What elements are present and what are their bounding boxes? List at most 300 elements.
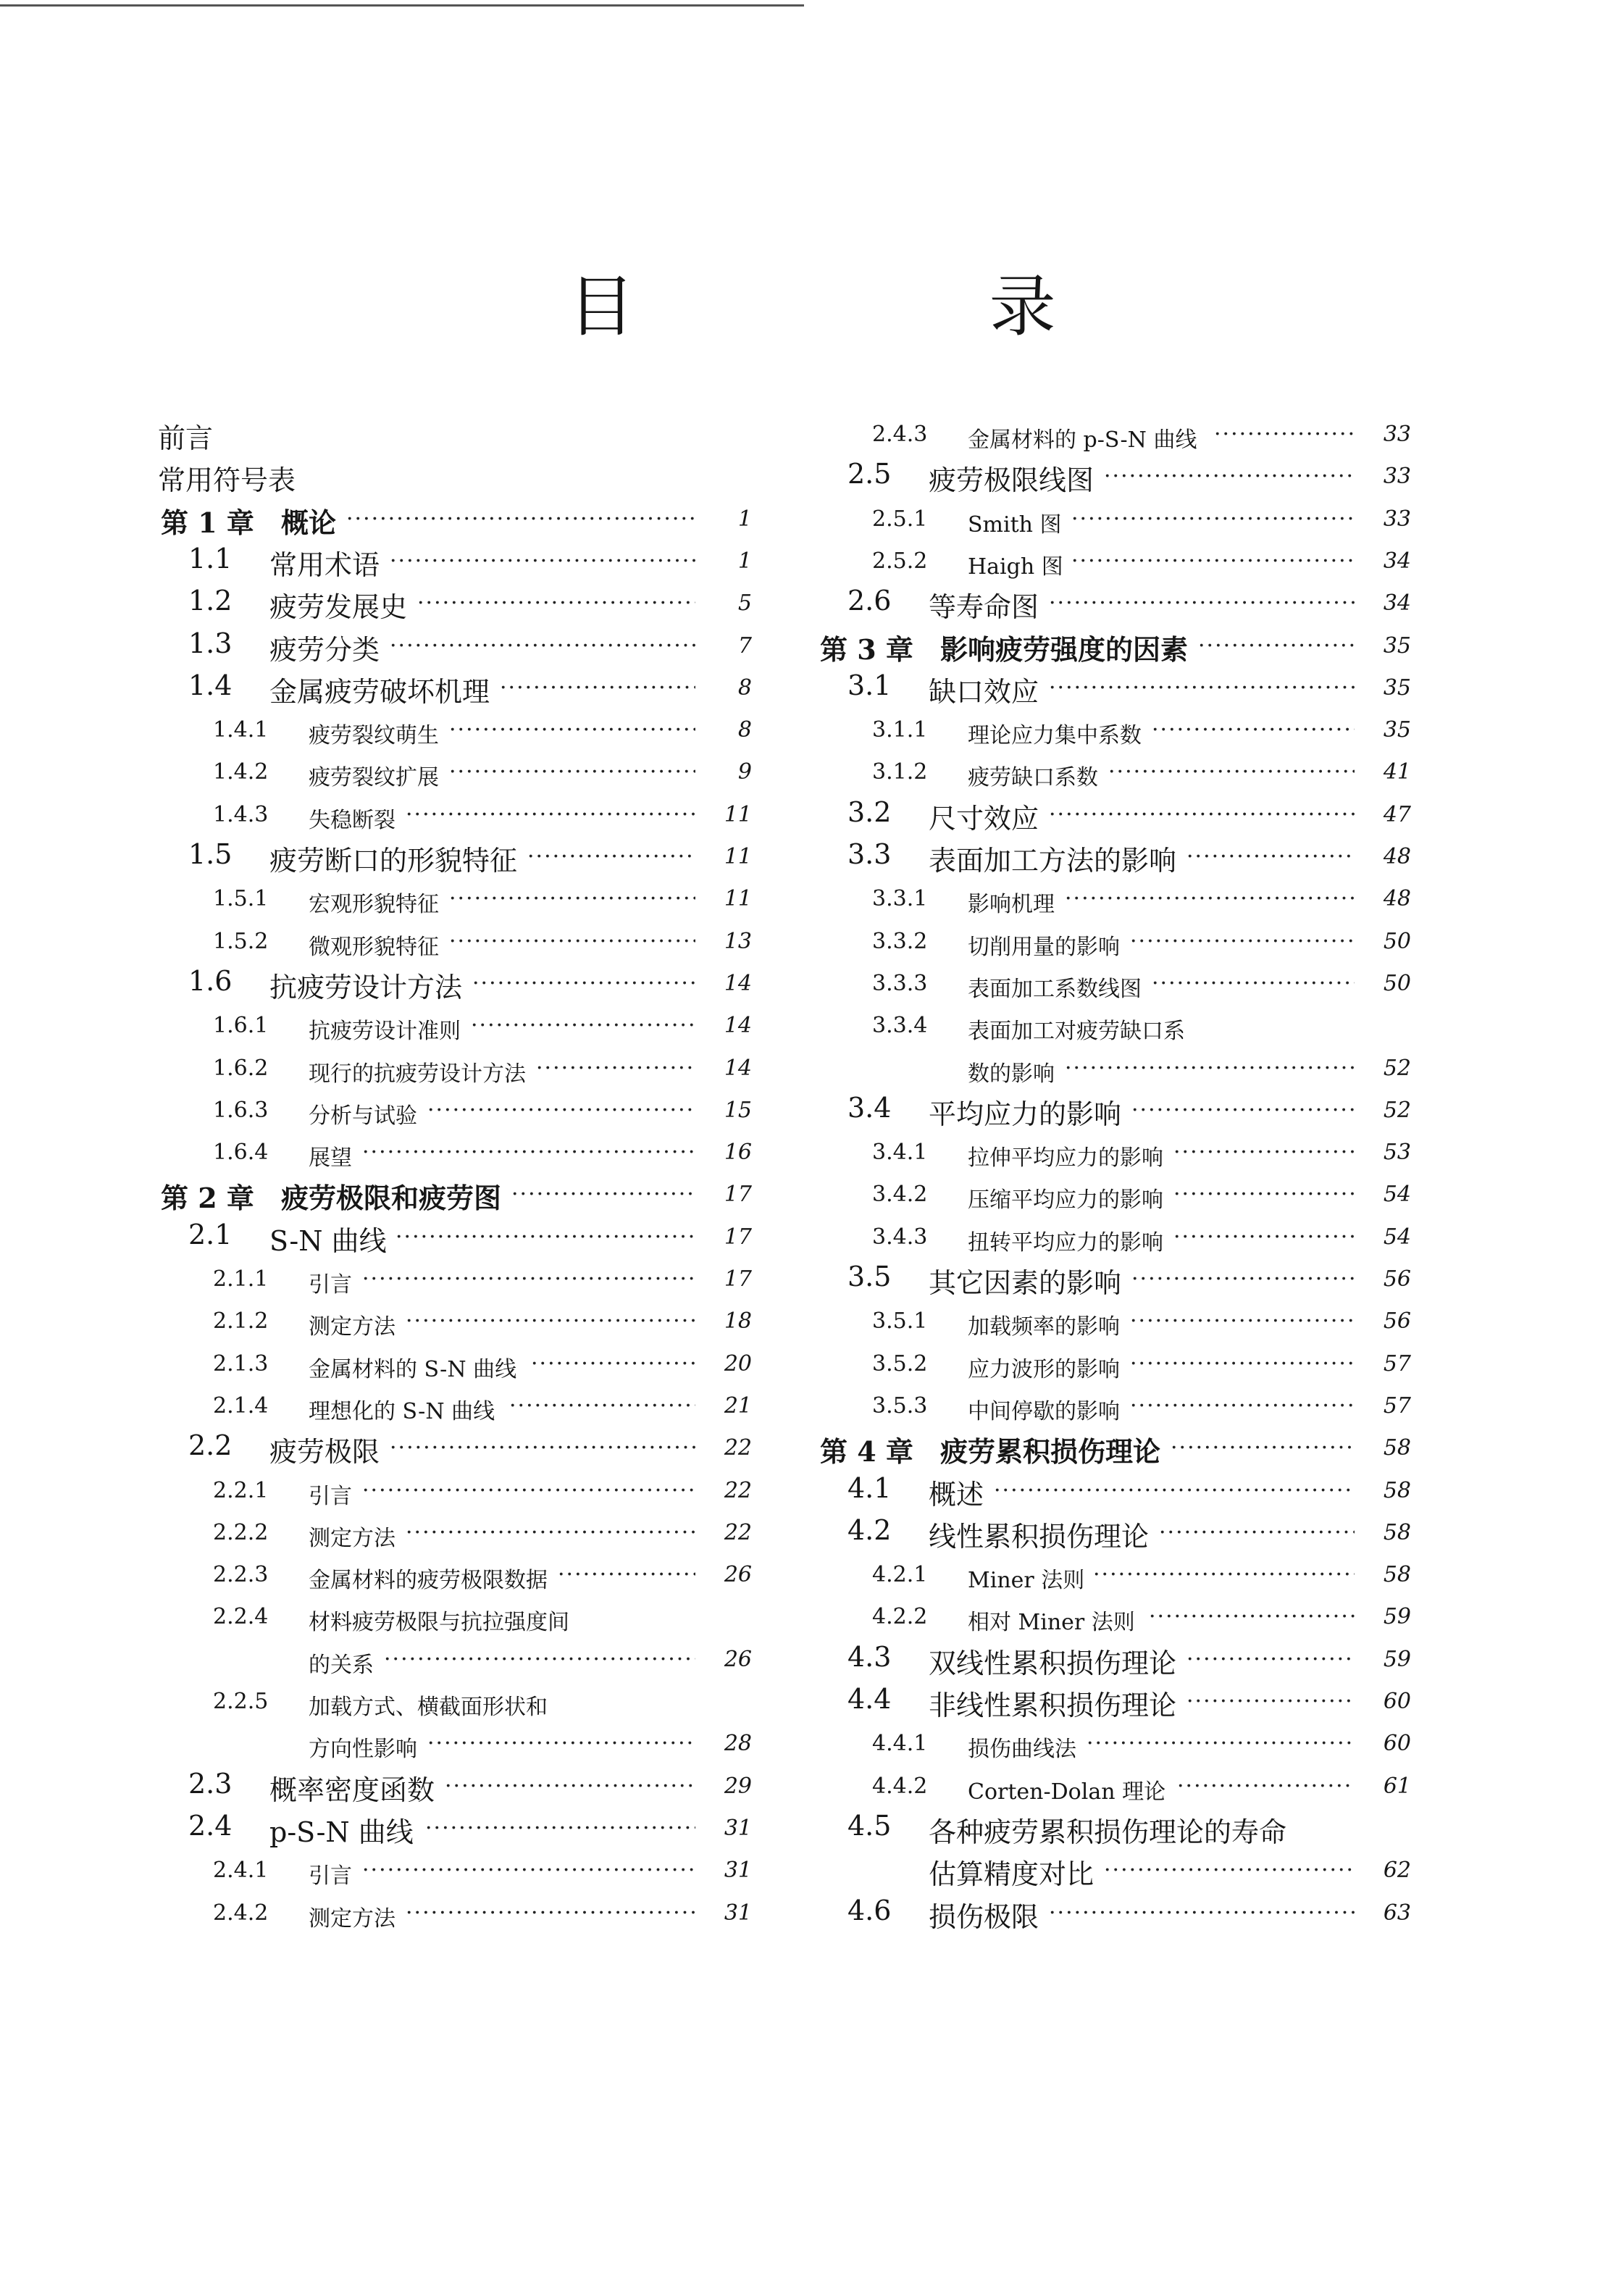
toc-entry-number: 3.1.1 — [872, 717, 928, 743]
toc-entry-title: 现行的抗疲劳设计方法 — [309, 1061, 526, 1087]
toc-page-number: 52 — [1383, 1098, 1411, 1123]
page-title: 目 录 — [568, 268, 1223, 346]
toc-entry[interactable] — [158, 1006, 752, 1048]
toc-entry-title: 的关系 — [309, 1653, 374, 1678]
toc-entry-number: 4.2.2 — [872, 1604, 928, 1629]
toc-entry[interactable] — [817, 1386, 1411, 1428]
toc-entry-number: 3.3 — [847, 838, 892, 870]
toc-entry[interactable] — [817, 626, 1411, 668]
toc-entry-title: 引言 — [309, 1484, 352, 1509]
toc-leader-dots — [1177, 1774, 1355, 1799]
toc-entry-title: 展望 — [309, 1145, 352, 1171]
toc-entry[interactable] — [817, 499, 1411, 541]
toc-entry-number: 2.1 — [188, 1219, 233, 1250]
toc-entry-title: 影响机理 — [968, 892, 1055, 917]
toc-page-number: 34 — [1383, 548, 1411, 574]
toc-entry[interactable] — [817, 541, 1411, 583]
toc-entry[interactable] — [158, 499, 752, 541]
toc-page-number: 14 — [724, 971, 752, 996]
toc-leader-dots — [1130, 929, 1355, 954]
toc-leader-dots — [427, 1731, 695, 1756]
toc-entry[interactable] — [817, 1513, 1411, 1555]
toc-entry[interactable] — [817, 1132, 1411, 1174]
toc-entry-number: 1.4.2 — [213, 759, 269, 785]
toc-leader-dots — [1173, 1140, 1355, 1165]
toc-leader-dots — [1130, 1351, 1355, 1377]
toc-entry[interactable] — [158, 1513, 752, 1555]
toc-leader-dots — [1130, 1308, 1355, 1334]
toc-page-number: 62 — [1383, 1858, 1411, 1883]
toc-leader-dots — [472, 971, 695, 996]
toc-entry-number: 2.4.2 — [213, 1900, 269, 1926]
toc-leader-dots — [406, 1520, 695, 1545]
toc-page-number: 17 — [724, 1266, 752, 1292]
toc-entry[interactable] — [158, 668, 752, 710]
toc-leader-dots — [1131, 1098, 1355, 1123]
toc-entry-title: 缺口效应 — [929, 676, 1039, 708]
toc-entry[interactable] — [158, 1386, 752, 1428]
toc-page-number: 22 — [724, 1435, 752, 1461]
toc-entry-title: 相对 Miner 法则 — [968, 1610, 1135, 1635]
toc-page-number: 59 — [1383, 1604, 1411, 1629]
toc-entry[interactable] — [817, 583, 1411, 625]
toc-entry[interactable] — [158, 1048, 752, 1090]
toc-entry-title: 疲劳裂纹萌生 — [309, 723, 439, 748]
toc-entry-number: 3.4.2 — [872, 1182, 928, 1207]
toc-entry-number: 1.6.2 — [213, 1056, 269, 1081]
toc-entry[interactable] — [817, 414, 1411, 456]
toc-entry[interactable] — [158, 710, 752, 752]
toc-leader-dots — [527, 844, 695, 869]
toc-leader-dots — [445, 1774, 695, 1799]
toc-entry[interactable] — [158, 1471, 752, 1513]
toc-entry-number: 第 3 章 — [820, 633, 913, 666]
toc-entry[interactable] — [158, 1724, 752, 1766]
toc-entry[interactable] — [158, 456, 752, 498]
toc-entry-number: 1.1 — [188, 543, 233, 575]
toc-entry[interactable] — [158, 1766, 752, 1808]
toc-entry-title: 表面加工系数线图 — [968, 977, 1142, 1002]
toc-right-column — [817, 0, 1411, 2272]
toc-page-number: 31 — [724, 1900, 752, 1926]
toc-entry-title: 疲劳极限 — [269, 1436, 380, 1468]
toc-entry[interactable] — [817, 1682, 1411, 1724]
toc-entry-title: p-S-N 曲线 — [269, 1816, 414, 1848]
toc-entry-number: 3.5.1 — [872, 1308, 928, 1334]
toc-leader-dots — [395, 1224, 695, 1250]
toc-entry[interactable] — [817, 1766, 1411, 1808]
toc-entry[interactable] — [158, 1428, 752, 1470]
toc-entry[interactable] — [158, 964, 752, 1006]
toc-page-number: 56 — [1383, 1308, 1411, 1334]
toc-page-number: 53 — [1383, 1140, 1411, 1165]
toc-entry[interactable] — [817, 710, 1411, 752]
toc-entry[interactable] — [817, 1259, 1411, 1301]
toc-leader-dots — [384, 1647, 695, 1672]
toc-leader-dots — [1186, 1689, 1355, 1714]
toc-page-number: 60 — [1383, 1731, 1411, 1756]
toc-entry-number: 1.5 — [188, 838, 233, 870]
toc-entry-title: 扭转平均应力的影响 — [968, 1230, 1163, 1256]
toc-entry-title: 损伤曲线法 — [968, 1737, 1076, 1762]
toc-entry[interactable] — [158, 1090, 752, 1132]
toc-entry-title: 疲劳极限线图 — [929, 464, 1094, 496]
toc-entry[interactable] — [817, 1808, 1411, 1850]
toc-entry[interactable] — [158, 1555, 752, 1597]
toc-entry-number: 3.3.1 — [872, 886, 928, 911]
toc-entry-number: 3.5 — [847, 1261, 892, 1292]
toc-entry-title: 测定方法 — [309, 1314, 395, 1340]
toc-entry[interactable] — [158, 837, 752, 879]
toc-entry-title: 金属材料的 S-N 曲线 — [309, 1357, 517, 1382]
toc-entry[interactable] — [158, 626, 752, 668]
toc-leader-dots — [406, 802, 695, 827]
toc-entry-title: Corten-Dolan 理论 — [968, 1779, 1166, 1805]
toc-leader-dots — [1065, 886, 1355, 911]
toc-entry-number: 2.2.3 — [213, 1562, 269, 1587]
toc-entry[interactable] — [817, 1471, 1411, 1513]
toc-page-number: 57 — [1383, 1351, 1411, 1377]
toc-leader-dots — [1071, 548, 1355, 574]
toc-entry-title: 等寿命图 — [929, 591, 1039, 623]
toc-entry-title: 金属疲劳破坏机理 — [269, 676, 490, 708]
toc-entry-title: 概论 — [281, 506, 337, 539]
toc-page-number: 8 — [737, 717, 752, 743]
toc-entry-title: 疲劳发展史 — [269, 591, 408, 623]
toc-page-number: 57 — [1383, 1393, 1411, 1419]
toc-page-number: 56 — [1383, 1266, 1411, 1292]
toc-leader-dots — [362, 1140, 695, 1165]
toc-entry-title: 材料疲劳极限与抗拉强度间 — [309, 1610, 569, 1635]
toc-page-number: 29 — [724, 1774, 752, 1799]
toc-leader-dots — [1173, 1182, 1355, 1207]
toc-entry-title: 平均应力的影响 — [929, 1098, 1122, 1130]
toc-entry-title: 前言 — [158, 422, 214, 454]
toc-leader-dots — [1071, 506, 1355, 532]
toc-entry-title: 引言 — [309, 1863, 352, 1889]
toc-page-number: 22 — [724, 1520, 752, 1545]
toc-page-number: 59 — [1383, 1647, 1411, 1672]
toc-entry-title: 金属材料的 p-S-N 曲线 — [968, 427, 1197, 453]
toc-entry-title: 线性累积损伤理论 — [929, 1521, 1150, 1553]
toc-page-number: 58 — [1383, 1520, 1411, 1545]
toc-leader-dots — [994, 1478, 1355, 1503]
toc-left-column — [158, 0, 752, 2272]
toc-page-number: 35 — [1383, 633, 1411, 659]
toc-page-number: 60 — [1383, 1689, 1411, 1714]
toc-entry[interactable] — [817, 1597, 1411, 1639]
toc-entry[interactable] — [817, 1724, 1411, 1766]
toc-entry-number: 4.5 — [847, 1810, 892, 1842]
toc-entry-title: 加载方式、横截面形状和 — [309, 1695, 548, 1720]
toc-page-number: 21 — [724, 1393, 752, 1419]
toc-entry-number: 2.2 — [188, 1429, 233, 1461]
toc-leader-dots — [558, 1562, 695, 1587]
toc-page-number: 33 — [1383, 464, 1411, 489]
toc-entry-title: 方向性影响 — [309, 1737, 417, 1762]
toc-entry-number: 4.2 — [847, 1514, 892, 1546]
toc-entry[interactable] — [817, 668, 1411, 710]
toc-entry-number: 2.5 — [847, 458, 892, 490]
toc-entry[interactable] — [158, 1217, 752, 1259]
toc-page-number: 50 — [1383, 929, 1411, 954]
toc-entry[interactable] — [817, 1217, 1411, 1259]
toc-entry[interactable] — [817, 456, 1411, 498]
toc-page-number: 58 — [1383, 1435, 1411, 1461]
toc-leader-dots — [1108, 759, 1355, 785]
toc-entry[interactable] — [817, 1301, 1411, 1343]
toc-leader-dots — [1186, 844, 1355, 869]
toc-page-number: 8 — [737, 675, 752, 701]
toc-entry-title: 失稳断裂 — [309, 808, 395, 833]
toc-page-number: 9 — [737, 759, 752, 785]
toc-page-number: 41 — [1383, 759, 1411, 785]
toc-page-number: 48 — [1383, 886, 1411, 911]
toc-entry-number: 2.2.4 — [213, 1604, 269, 1629]
toc-leader-dots — [417, 590, 695, 616]
toc-entry-number: 4.2.1 — [872, 1562, 928, 1587]
toc-entry-title: 疲劳极限和疲劳图 — [281, 1182, 502, 1214]
toc-leader-dots — [449, 759, 695, 785]
toc-entry[interactable] — [158, 1682, 752, 1724]
toc-entry-title: 切削用量的影响 — [968, 935, 1120, 960]
toc-entry-title: 压缩平均应力的影响 — [968, 1187, 1163, 1213]
toc-entry[interactable] — [817, 1893, 1411, 1935]
toc-entry-number: 3.2 — [847, 796, 892, 828]
toc-page-number: 26 — [724, 1562, 752, 1587]
toc-entry[interactable] — [817, 1850, 1411, 1892]
toc-entry[interactable] — [158, 1850, 752, 1892]
toc-entry-number: 4.4.1 — [872, 1731, 928, 1756]
toc-entry-title: 微观形貌特征 — [309, 935, 439, 960]
toc-entry[interactable] — [158, 1893, 752, 1935]
toc-page-number: 54 — [1383, 1224, 1411, 1250]
toc-page-number: 48 — [1383, 844, 1411, 869]
toc-entry[interactable] — [817, 922, 1411, 964]
toc-entry-title: 金属材料的疲劳极限数据 — [309, 1568, 548, 1593]
toc-entry-title: 疲劳累积损伤理论 — [940, 1435, 1161, 1468]
toc-leader-dots — [509, 1393, 695, 1419]
toc-page-number: 17 — [724, 1182, 752, 1207]
toc-leader-dots — [1152, 971, 1355, 996]
toc-entry[interactable] — [158, 1301, 752, 1343]
toc-entry-number: 4.1 — [847, 1472, 892, 1504]
toc-entry-number: 2.6 — [847, 585, 892, 617]
toc-leader-dots — [427, 1098, 695, 1123]
toc-page-number: 34 — [1383, 590, 1411, 616]
toc-entry[interactable] — [158, 795, 752, 837]
toc-entry-title: 疲劳分类 — [269, 634, 380, 666]
toc-entry-number: 2.5.1 — [872, 506, 928, 532]
toc-entry-number: 第 1 章 — [161, 506, 254, 539]
toc-entry[interactable] — [817, 1174, 1411, 1216]
toc-entry-title: 测定方法 — [309, 1906, 395, 1931]
toc-page-number: 11 — [724, 802, 752, 827]
toc-entry-number: 2.5.2 — [872, 548, 928, 574]
toc-entry-number: 1.6.4 — [213, 1140, 269, 1165]
toc-entry-title: 加载频率的影响 — [968, 1314, 1120, 1340]
toc-entry-title: 影响疲劳强度的因素 — [940, 633, 1189, 666]
toc-entry[interactable] — [817, 752, 1411, 794]
toc-leader-dots — [362, 1478, 695, 1503]
toc-entry-title: 引言 — [309, 1272, 352, 1298]
toc-page-number: 11 — [724, 844, 752, 869]
toc-leader-dots — [500, 675, 695, 701]
toc-leader-dots — [1152, 717, 1355, 743]
toc-entry-number: 2.1.4 — [213, 1393, 269, 1419]
toc-entry[interactable] — [158, 541, 752, 583]
toc-entry-number: 2.2.1 — [213, 1478, 269, 1503]
toc-leader-dots — [1104, 1858, 1355, 1883]
toc-entry-title: 抗疲劳设计方法 — [269, 972, 463, 1003]
toc-page-number: 58 — [1383, 1562, 1411, 1587]
toc-entry-number: 3.4.3 — [872, 1224, 928, 1250]
toc-entry[interactable] — [817, 964, 1411, 1006]
toc-entry-title: 分析与试验 — [309, 1103, 417, 1129]
toc-entry-title: 疲劳裂纹扩展 — [309, 765, 439, 790]
toc-entry-number: 2.3 — [188, 1768, 233, 1800]
toc-leader-dots — [390, 1435, 695, 1461]
toc-leader-dots — [1159, 1520, 1355, 1545]
toc-entry[interactable] — [158, 1174, 752, 1216]
toc-leader-dots — [362, 1266, 695, 1292]
toc-entry-number: 3.4 — [847, 1092, 892, 1124]
toc-entry-number: 4.4 — [847, 1683, 892, 1715]
toc-page-number: 11 — [724, 886, 752, 911]
toc-page-number: 7 — [737, 633, 752, 659]
toc-entry-title: 测定方法 — [309, 1526, 395, 1551]
toc-entry[interactable] — [158, 1597, 752, 1639]
toc-entry-title: 表面加工对疲劳缺口系 — [968, 1019, 1185, 1044]
toc-entry-title: 抗疲劳设计准则 — [309, 1019, 461, 1044]
toc-entry-title: 其它因素的影响 — [929, 1267, 1122, 1299]
toc-entry-title: 损伤极限 — [929, 1901, 1039, 1933]
toc-leader-dots — [1065, 1056, 1355, 1081]
toc-entry-title: 宏观形貌特征 — [309, 892, 439, 917]
toc-entry[interactable] — [158, 922, 752, 964]
toc-page-number: 1 — [737, 506, 752, 532]
toc-entry[interactable] — [158, 1132, 752, 1174]
toc-entry[interactable] — [817, 1090, 1411, 1132]
toc-entry[interactable] — [817, 1344, 1411, 1386]
toc-entry[interactable] — [158, 879, 752, 921]
toc-page-number: 14 — [724, 1013, 752, 1038]
toc-page-number: 16 — [724, 1140, 752, 1165]
toc-entry-title: 概率密度函数 — [269, 1774, 435, 1806]
toc-entry-title: 估算精度对比 — [929, 1858, 1094, 1890]
toc-page-number: 50 — [1383, 971, 1411, 996]
toc-entry-title: 疲劳断口的形貌特征 — [269, 845, 518, 877]
toc-page-number: 14 — [724, 1056, 752, 1081]
toc-page-number: 35 — [1383, 717, 1411, 743]
toc-entry-number: 1.4.3 — [213, 802, 269, 827]
toc-page-number: 18 — [724, 1308, 752, 1334]
toc-entry-title: 非线性累积损伤理论 — [929, 1690, 1177, 1721]
toc-leader-dots — [471, 1013, 695, 1038]
toc-page-number: 20 — [724, 1351, 752, 1377]
toc-page-number: 58 — [1383, 1478, 1411, 1503]
toc-entry-title: 常用符号表 — [158, 464, 296, 496]
toc-page-number: 17 — [724, 1224, 752, 1250]
toc-entry[interactable] — [817, 1006, 1411, 1048]
toc-entry-number: 2.4.3 — [872, 422, 928, 447]
toc-entry-number: 第 4 章 — [820, 1435, 913, 1468]
toc-entry-number: 3.3.3 — [872, 971, 928, 996]
toc-leader-dots — [1173, 1224, 1355, 1250]
toc-entry-title: 尺寸效应 — [929, 803, 1039, 835]
toc-entry-title: 表面加工方法的影响 — [929, 845, 1177, 877]
toc-leader-dots — [406, 1308, 695, 1334]
toc-leader-dots — [1049, 1900, 1355, 1926]
toc-entry[interactable] — [817, 1640, 1411, 1682]
toc-entry[interactable] — [817, 879, 1411, 921]
toc-page-number: 33 — [1383, 506, 1411, 532]
toc-entry[interactable] — [158, 1259, 752, 1301]
toc-entry-number: 2.4.1 — [213, 1858, 269, 1883]
toc-leader-dots — [1198, 633, 1355, 659]
toc-page-number: 22 — [724, 1478, 752, 1503]
toc-entry-number: 1.6.1 — [213, 1013, 269, 1038]
toc-entry[interactable] — [158, 583, 752, 625]
toc-entry-number: 2.2.5 — [213, 1689, 269, 1714]
toc-entry-title: Miner 法则 — [968, 1568, 1085, 1593]
toc-page-number: 13 — [724, 929, 752, 954]
toc-entry[interactable] — [817, 1048, 1411, 1090]
toc-entry[interactable] — [158, 752, 752, 794]
toc-leader-dots — [1149, 1604, 1355, 1629]
toc-entry-title: 理想化的 S-N 曲线 — [309, 1399, 495, 1424]
toc-entry-title: 理论应力集中系数 — [968, 723, 1142, 748]
toc-page-number: 26 — [724, 1647, 752, 1672]
toc-leader-dots — [531, 1351, 695, 1377]
toc-leader-dots — [449, 717, 695, 743]
toc-entry[interactable] — [817, 795, 1411, 837]
toc-entry[interactable] — [817, 1555, 1411, 1597]
toc-entry-title: 拉伸平均应力的影响 — [968, 1145, 1163, 1171]
toc-leader-dots — [1093, 1562, 1355, 1587]
toc-entry[interactable] — [158, 1344, 752, 1386]
toc-page-number: 31 — [724, 1816, 752, 1841]
toc-entry-number: 3.3.2 — [872, 929, 928, 954]
toc-entry-title: Smith 图 — [968, 512, 1062, 538]
toc-page-number: 52 — [1383, 1056, 1411, 1081]
toc-entry-title: 中间停歇的影响 — [968, 1399, 1120, 1424]
toc-entry[interactable] — [158, 1640, 752, 1682]
toc-entry-number: 4.6 — [847, 1895, 892, 1926]
toc-entry-number: 3.5.3 — [872, 1393, 928, 1419]
toc-entry-number: 2.1.1 — [213, 1266, 269, 1292]
toc-leader-dots — [346, 506, 695, 532]
toc-entry[interactable] — [817, 1428, 1411, 1470]
toc-entry-number: 2.2.2 — [213, 1520, 269, 1545]
toc-entry[interactable] — [158, 414, 752, 456]
toc-leader-dots — [1049, 802, 1355, 827]
toc-entry-number: 第 2 章 — [161, 1182, 254, 1214]
toc-entry-title: 概述 — [929, 1479, 984, 1511]
toc-leader-dots — [1104, 464, 1355, 489]
toc-leader-dots — [390, 548, 695, 574]
toc-entry-number: 1.2 — [188, 585, 233, 617]
toc-entry-number: 3.1.2 — [872, 759, 928, 785]
toc-entry-number: 3.5.2 — [872, 1351, 928, 1377]
toc-page-number: 1 — [737, 548, 752, 574]
toc-leader-dots — [425, 1816, 695, 1841]
toc-leader-dots — [390, 633, 695, 659]
toc-entry-title: 各种疲劳累积损伤理论的寿命 — [929, 1816, 1287, 1848]
toc-entry[interactable] — [817, 837, 1411, 879]
toc-entry[interactable] — [158, 1808, 752, 1850]
toc-leader-dots — [1087, 1731, 1355, 1756]
